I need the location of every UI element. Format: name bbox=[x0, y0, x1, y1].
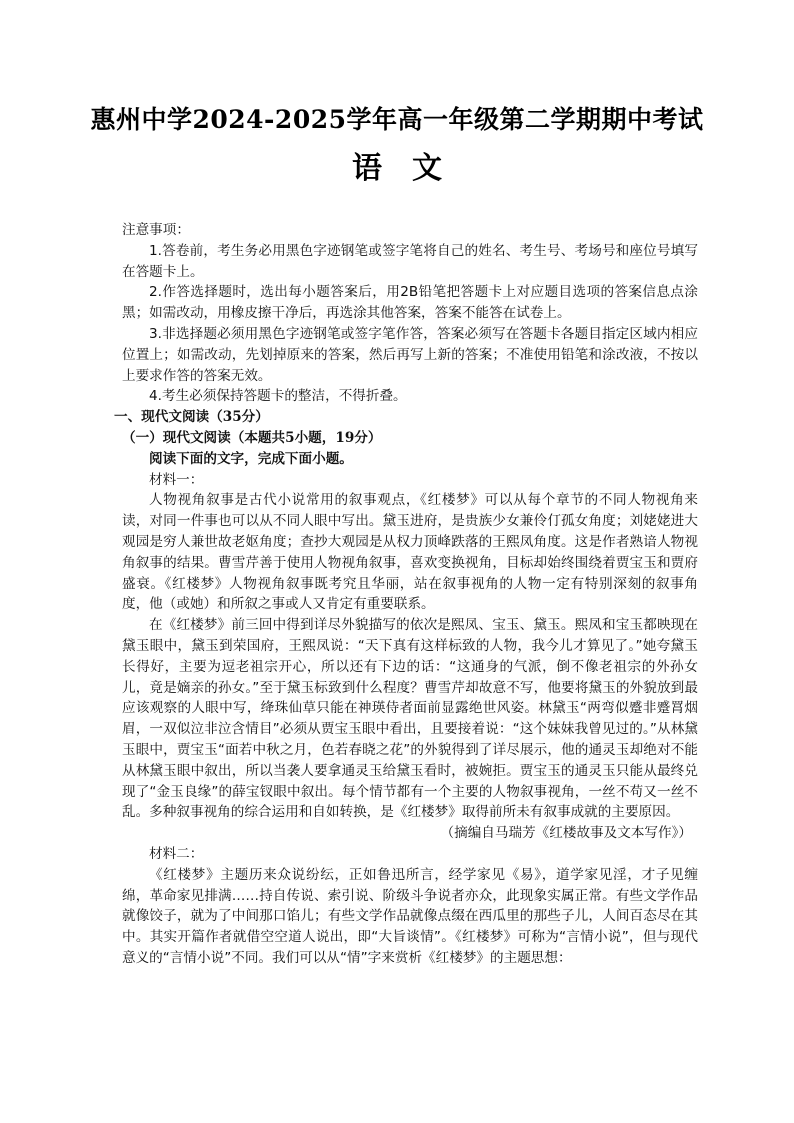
exam-body bbox=[114, 220, 698, 969]
material-1-source: （摘编自马瑞芳《红楼故事及文本写作》） bbox=[440, 825, 692, 842]
sub-section-heading: （一）现代文阅读（本题共5小题，19分） bbox=[122, 429, 382, 446]
subject-title: 语文 bbox=[352, 151, 472, 186]
exam-title: 惠州中学2024-2025学年高一年级第二学期期中考试 bbox=[90, 105, 704, 134]
notice-heading: 注意事项： bbox=[122, 222, 190, 238]
notice-item-4: 4.考生必须保持答题卡的整洁，不得折叠。 bbox=[149, 388, 407, 405]
section-heading: 一、现代文阅读（35分） bbox=[114, 409, 269, 426]
material-1-label: 材料一： bbox=[149, 471, 204, 488]
notice-item-3: 3.非选择题必须用黑色字迹钢笔或签字笔作答，答案必须写在答题卡各题目指定区域内相应位置上；如需改动，先划掉原来的答案，然后再写上新的答案；不准使用铅笔和涂改液，不按以上要求作答的答案无效。 bbox=[122, 325, 698, 384]
reading-instruction: 阅读下面的文字，完成下面小题。 bbox=[149, 450, 353, 467]
material-1-paragraph: 人物视角叙事是古代小说常用的叙事观点，《红楼梦》可以从每个章节的不同人物视角来读，对同一件事也可以从不同人眼中写出。黛玉进府，是贵族少女兼伶仃孤女角度；刘姥姥进大观园是穷人兼世故老妪角度；查抄大观园是从权力顶峰跌落的王熙凤角度。这是作者熟谙人物视角叙事的结果。曹雪芹善于使用人物视角叙事，喜欢变换视角，目标却始终围绕着贾宝玉和贾府盛衰。《红楼梦》人物视角叙事既考究且华丽，站在叙事视角的人物一定有特别深刻的叙事角度，他（或她）和所叙之事或人又肯定有重要联系。 bbox=[122, 492, 698, 613]
notice-item-2: 2.作答选择题时，选出每小题答案后，用2B铅笔把答题卡上对应题目选项的答案信息点涂黑；如需改动，用橡皮擦干净后，再选涂其他答案，答案不能答在试卷上。 bbox=[122, 284, 698, 322]
material-2-label: 材料二： bbox=[149, 845, 204, 862]
notice-item-1: 1.答卷前，考生务必用黑色字迹钢笔或签字笔将自己的姓名、考生号、考场号和座位号填写在答题卡上。 bbox=[122, 242, 698, 280]
material-1-paragraph: 在《红楼梦》前三回中得到详尽外貌描写的依次是熙凤、宝玉、黛玉。熙凤和宝玉都映现在黛玉眼中，黛玉到荣国府，王熙凤说：“天下真有这样标致的人物，我今儿才算见了。”她夸黛玉长得好，主要为逗老祖宗开心，所以还有下边的话：“这通身的气派，倒不像老祖宗的外孙女儿，竟是嫡亲的孙女。”至于黛玉标致到什么程度？曹雪芹却故意不写，他要将黛玉的外貌放到最应该观察的人眼中写，绛珠仙草只能在神瑛侍者面前显露绝世风姿。林黛玉“两弯似蹙非蹙罥烟眉，一双似泣非泣含情目”必须从贾宝玉眼中看出，且要接着说：“这个妹妹我曾见过的。”从林黛玉眼中，贾宝玉“面若中秋之月，色若春晓之花”的外貌得到了详尽展示，他的通灵玉却绝对不能从林黛玉眼中叙出，所以当袭人要拿通灵玉给黛玉看时，被婉拒。贾宝玉的通灵玉只能从最终兑现了“金玉良缘”的薛宝钗眼中叙出。每个情节都有一个主要的人物叙事视角，一丝不苟又一丝不乱。多种叙事视角的综合运用和自如转换，是《红楼梦》取得前所未有叙事成就的主要原因。 bbox=[122, 617, 698, 821]
material-2-paragraph: 《红楼梦》主题历来众说纷纭，正如鲁迅所言，经学家见《易》，道学家见淫，才子见缠绵，革命家见排满……持自传说、索引说、阶级斗争说者亦众，此现象实属正常。有些文学作品就像饺子，就为了中间那口馅儿；有些文学作品就像点缀在西瓜里的那些子儿，人间百态尽在其中。其实开篇作者就借空空道人说出，即“大旨谈情”。《红楼梦》可称为“言情小说”，但与现代意义的“言情小说”不同。我们可以从“情”字来赏析《红楼梦》的主题思想： bbox=[122, 866, 698, 966]
